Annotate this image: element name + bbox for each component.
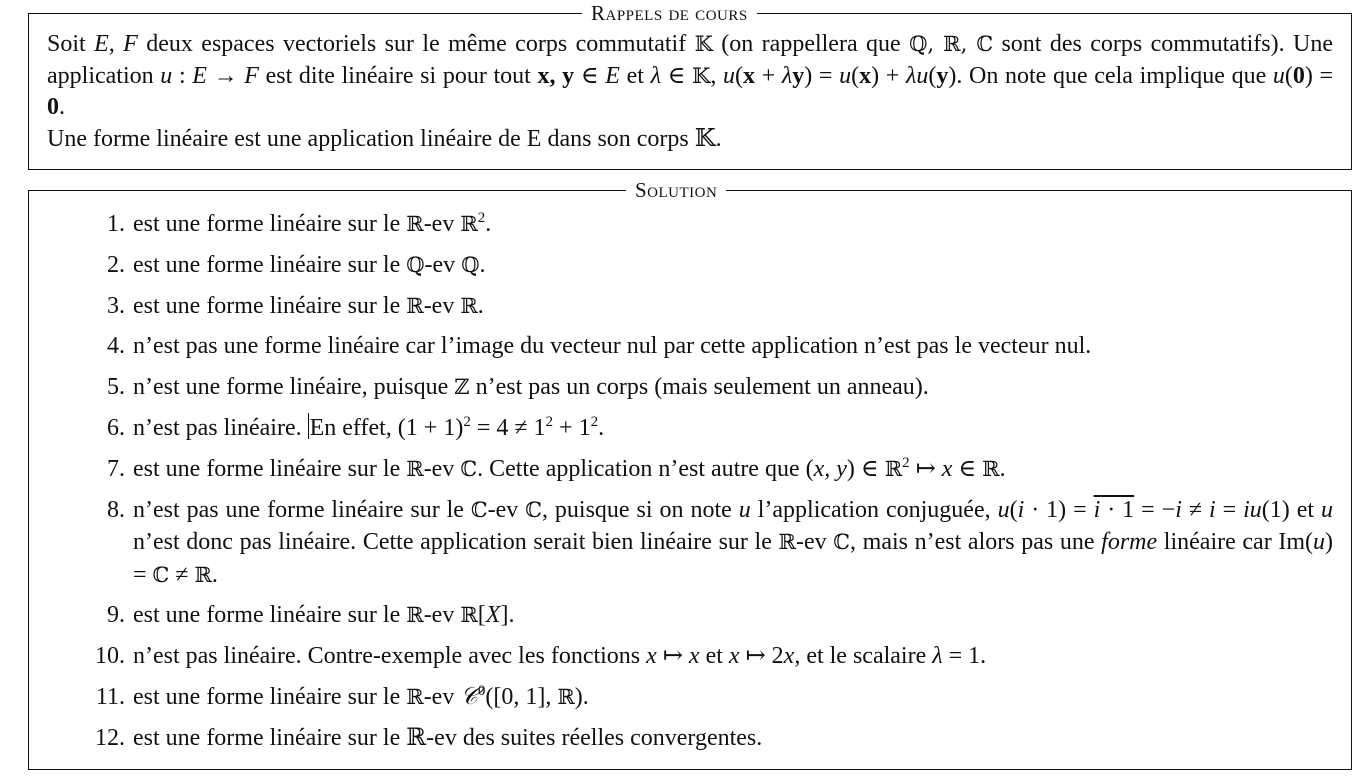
rappels-paragraph-2: Une forme linéaire est une application linéaire de E dans son corps 𝕂. <box>47 125 722 152</box>
item-text: n’est pas linéaire. Contre-exemple avec les fonctions x ↦ x et x ↦ 2x, et le scalaire λ = 1. <box>133 643 987 670</box>
list-item: 2. est une forme linéaire sur le ℚ-ev ℚ. <box>77 249 1333 282</box>
item-text: n’est pas une forme linéaire sur le ℂ-ev ℂ, puisque si on note u l’application conjuguée, u(i · 1) = i · 1 = −i ≠ i = iu(1) et u n’est donc pas linéaire. Cette application serait bien linéaire sur le ℝ-ev ℂ, mais n’est alors pas une forme linéaire car Im(u) = ℂ ≠ ℝ. <box>133 496 1333 588</box>
text-cursor <box>308 413 309 439</box>
list-item: 5. n’est une forme linéaire, puisque ℤ n’est pas un corps (mais seulement un anneau). <box>77 371 1333 404</box>
list-item: 3. est une forme linéaire sur le ℝ-ev ℝ. <box>77 290 1333 323</box>
item-text: est une forme linéaire sur le ℝ-ev ℝ$^2$. <box>133 210 492 237</box>
item-text: n’est une forme linéaire, puisque ℤ n’est pas un corps (mais seulement un anneau). <box>133 374 929 401</box>
item-text: est une forme linéaire sur le ℝ-ev des suites réelles convergentes. <box>133 724 763 751</box>
item-text: est une forme linéaire sur le ℝ-ev 𝒞$^0$([0, 1], ℝ). <box>133 682 589 710</box>
solution-box <box>28 178 1352 770</box>
list-item: 8. n’est pas une forme linéaire sur le ℂ-ev ℂ, puisque si on note u l’application conjuguée, u(i · 1) = i · 1 = −i ≠ i = iu(1) et u n’est donc pas linéaire. Cette application serait bien linéaire sur le ℝ-ev ℂ, mais n’est alors pas une forme linéaire car Im(u) = ℂ ≠ ℝ. <box>77 494 1333 592</box>
list-item: 12. est une forme linéaire sur le ℝ-ev des suites réelles convergentes. <box>77 722 1333 755</box>
list-item: 7. est une forme linéaire sur le ℝ-ev ℂ. Cette application n’est autre que (x, y) ∈ ℝ$^2$ ↦ x ∈ ℝ. <box>77 453 1333 486</box>
list-item: 11. est une forme linéaire sur le ℝ-ev 𝒞$^0$([0, 1], ℝ). <box>77 681 1333 714</box>
item-text: n’est pas une forme linéaire car l’image du vecteur nul par cette application n’est pas le vecteur nul. <box>133 333 1092 360</box>
list-item: 9. est une forme linéaire sur le ℝ-ev ℝ[X]. <box>77 599 1333 632</box>
rappels-content <box>47 29 1333 155</box>
rappels-title: Rappels de cours <box>582 2 757 24</box>
list-item: 4. n’est pas une forme linéaire car l’image du vecteur nul par cette application n’est pas le vecteur nul. <box>77 330 1333 363</box>
item-text: est une forme linéaire sur le ℝ-ev ℝ. <box>133 292 484 319</box>
list-item: 1. est une forme linéaire sur le ℝ-ev ℝ$^2$. <box>77 208 1333 241</box>
rappels-paragraph-1: Soit E, F deux espaces vectoriels sur le même corps commutatif 𝕂 (on rappellera que ℚ, ℝ, ℂ sont des corps commutatifs). Une application u : E → F est dite linéaire si pour tout x, y ∈ E et λ ∈ 𝕂, u(x + λy) = u(x) + λu(y). On note que cela implique que u(0) = 0. <box>47 31 1334 120</box>
item-text: est une forme linéaire sur le ℝ-ev ℂ. Cette application n’est autre que (x, y) ∈ ℝ$^2$ ↦ x ∈ ℝ. <box>133 454 1006 482</box>
rappels-box <box>28 1 1352 170</box>
list-item: 10. n’est pas linéaire. Contre-exemple avec les fonctions x ↦ x et x ↦ 2x, et le scalaire λ = 1. <box>77 640 1333 673</box>
item-text: est une forme linéaire sur le ℚ-ev ℚ. <box>133 251 486 278</box>
item-text: n’est pas linéaire. En effet, $(1 + 1)^2 = 4 \ne 1^2 + 1^2$. <box>133 413 605 441</box>
item-text: est une forme linéaire sur le ℝ-ev ℝ[X]. <box>133 602 515 629</box>
solution-list <box>77 208 1333 763</box>
list-item: 6. n’est pas linéaire. En effet, $(1 + 1)^2 = 4 \ne 1^2 + 1^2$. <box>77 412 1333 445</box>
solution-title: Solution <box>626 179 726 201</box>
